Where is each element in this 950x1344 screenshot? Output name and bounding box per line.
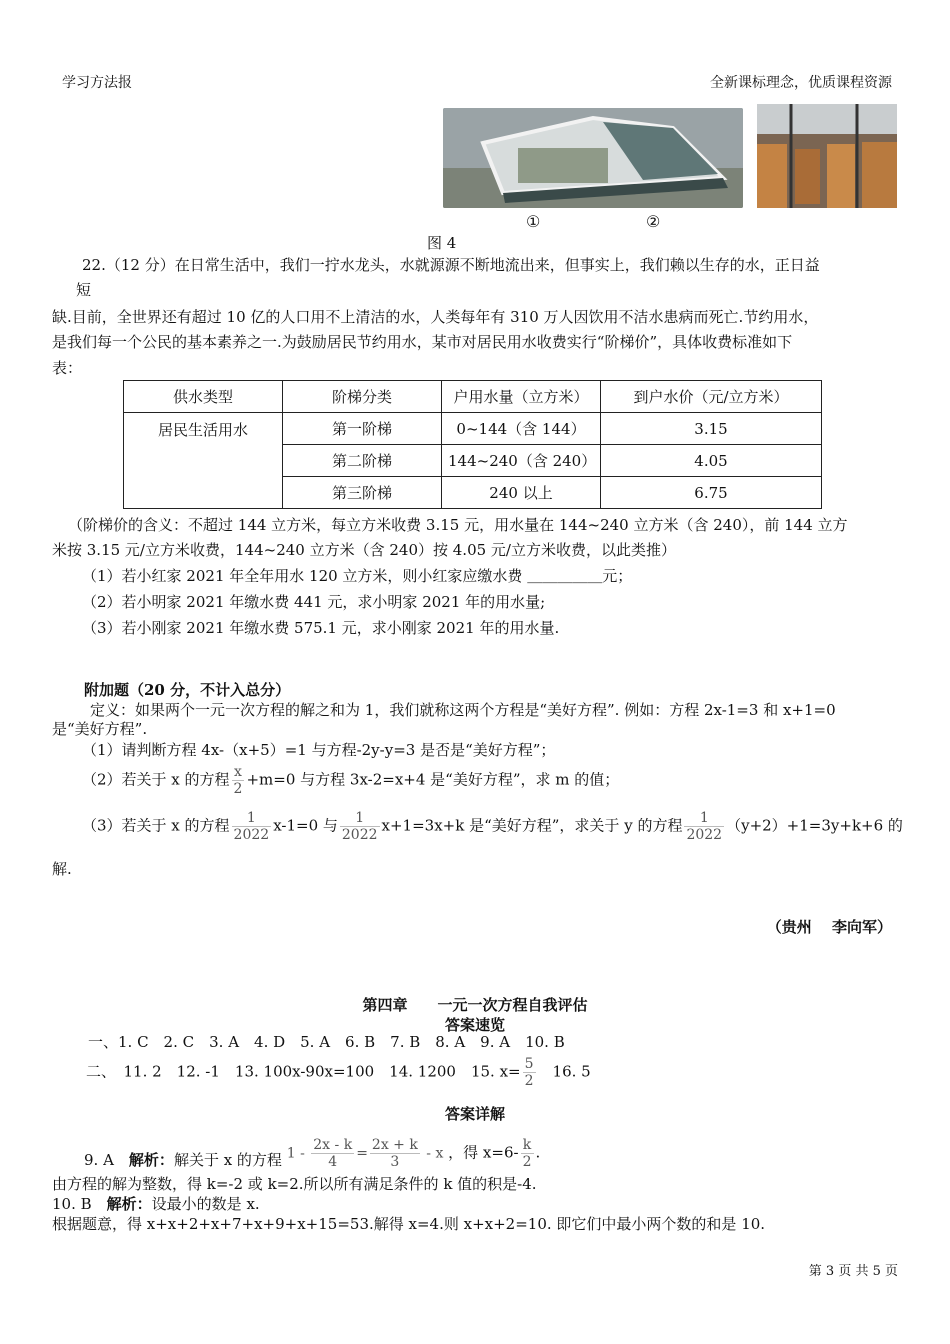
- page-footer: 第 3 页 共 5 页: [808, 1264, 898, 1279]
- table-cell: 4.05: [601, 445, 822, 477]
- author: （贵州 李向军）: [766, 918, 892, 936]
- bonus-q3-text: （3）若关于 x 的方程: [82, 816, 230, 835]
- answers-quick-title: 答案速览: [444, 1016, 505, 1034]
- bonus-q3-text2: x-1=0 与: [273, 816, 338, 835]
- stable-photo: [757, 104, 897, 208]
- bonus-title: 附加题（20 分，不计入总分）: [84, 681, 291, 699]
- bonus-q3-end: 解.: [52, 860, 72, 878]
- table-cell: 第二阶梯: [283, 445, 442, 477]
- frac-den: 3: [390, 1154, 400, 1170]
- eq-frac-2: [370, 1137, 420, 1170]
- answer-10-text: 设最小的数是 x.: [151, 1195, 260, 1213]
- bonus-q3-text3: x+1=3x+k 是“美好方程”，求关于 y 的方程: [381, 816, 683, 835]
- eq-left: 1 -: [286, 1145, 305, 1162]
- frac-den: 2: [233, 781, 243, 797]
- answer-9-label: 解析：: [128, 1151, 174, 1169]
- table-cell: 第一阶梯: [283, 413, 442, 445]
- figure-label-1: ①: [526, 212, 541, 231]
- frac-num: 5: [524, 1056, 534, 1072]
- fraction-1-over-2022: [340, 810, 380, 843]
- answer-9-head: 9. A: [84, 1151, 129, 1169]
- table-cell: 240 以上: [442, 477, 601, 509]
- table-cell: 第三阶梯: [283, 477, 442, 509]
- equation: [287, 1137, 444, 1170]
- table-cell-type: 居民生活用水: [124, 413, 283, 509]
- answer-10-head: 10. B: [52, 1195, 107, 1213]
- q22-note1: （阶梯价的含义：不超过 144 立方米，每立方米收费 3.15 元，用水量在 144~240 立方米（含 240），前 144 立方: [68, 516, 848, 534]
- frac-den: 2: [524, 1073, 534, 1089]
- bonus-q2-text: （2）若关于 x 的方程: [82, 770, 230, 789]
- frac-den: 2: [522, 1154, 532, 1170]
- fraction-1-over-2022: [684, 810, 724, 843]
- frac-den: 2022: [233, 827, 270, 843]
- bonus-q1: （1）请判断方程 4x-（x+5）=1 与方程-2y-y=3 是否是“美好方程”；: [82, 741, 556, 759]
- frac-den: 2022: [686, 827, 723, 843]
- answers-title: 第四章 一元一次方程自我评估: [362, 996, 588, 1014]
- frac-den: 4: [328, 1154, 338, 1170]
- frac-num: 2x + k: [371, 1137, 418, 1153]
- bonus-def1: 定义：如果两个一元一次方程的解之和为 1，我们就称这两个方程是“美好方程”. 例如：方程 2x-1=3 和 x+1=0: [90, 701, 836, 719]
- table-cell: 3.15: [601, 413, 822, 445]
- header-left: 学习方法报: [62, 75, 132, 91]
- frac-num: x: [232, 764, 245, 781]
- answer-9-tail: [448, 1137, 540, 1170]
- answer-10: [52, 1194, 260, 1214]
- q22-line1b: 短: [76, 281, 92, 299]
- table-header-cell: 到户水价（元/立方米）: [601, 381, 822, 413]
- q22-line2: 缺.目前，全世界还有超过 10 亿的人口用不上清洁的水，人类每年有 310 万人因饮用不洁水患病而死亡.节约用水，: [52, 308, 819, 326]
- header-right: 全新课标理念，优质课程资源: [710, 75, 892, 91]
- figure-label-2: ②: [646, 212, 661, 231]
- q22-sub2: （2）若小明家 2021 年缴水费 441 元，求小明家 2021 年的用水量;: [82, 593, 546, 611]
- bonus-def2: 是“美好方程”.: [52, 720, 148, 738]
- table-row: [124, 413, 822, 445]
- fraction-1-over-2022: [232, 810, 272, 843]
- answer-9: [84, 1124, 540, 1170]
- eq-mid: =: [356, 1145, 368, 1162]
- frac-num: 1: [684, 810, 724, 827]
- frac-num: 2x - k: [313, 1137, 353, 1153]
- q22-line4: 表：: [52, 359, 83, 377]
- table-header-row: [124, 381, 822, 413]
- stadium-photo: [443, 108, 743, 208]
- table-header-cell: 阶梯分类: [283, 381, 442, 413]
- answer-9-result: ，得 x=6-: [448, 1143, 519, 1162]
- bonus-q2: [82, 764, 619, 797]
- bonus-q2-text2: +m=0 与方程 3x-2=x+4 是“美好方程”，求 m 的值；: [246, 770, 620, 789]
- answers-part1: 一、1. C 2. C 3. A 4. D 5. A 6. B 7. B 8. A 9. A 10. B: [88, 1033, 565, 1051]
- answer-9-line2: 由方程的解为整数，得 k=-2 或 k=2.所以所有满足条件的 k 值的积是-4.: [52, 1175, 537, 1193]
- table-cell: 0~144（含 144）: [442, 413, 601, 445]
- frac-den: 2022: [341, 827, 378, 843]
- bonus-q3-text4: （y+2）+1=3y+k+6 的: [726, 816, 903, 835]
- frac-num: 1: [340, 810, 380, 827]
- water-price-table: [123, 380, 822, 509]
- fraction-5-over-2: [523, 1056, 536, 1089]
- table-header-cell: 户用水量（立方米）: [442, 381, 601, 413]
- fraction-x-over-2: [232, 764, 245, 797]
- figure-caption: 图 4: [427, 234, 457, 252]
- answers-detail-title: 答案详解: [444, 1105, 505, 1123]
- frac-num: k: [521, 1137, 534, 1154]
- eq-right: - x: [426, 1145, 444, 1162]
- q22-line1: 22.（12 分）在日常生活中，我们一拧水龙头，水就源源不断地流出来，但事实上，我们赖以生存的水，正日益: [82, 256, 820, 274]
- frac-num: 1: [232, 810, 272, 827]
- q22-line3: 是我们每一个公民的基本素养之一.为鼓励居民节约用水，某市对居民用水收费实行“阶梯价”，具体收费标准如下: [52, 333, 793, 351]
- q22-sub1: （1）若小红家 2021 年全年用水 120 立方米，则小红家应缴水费 ＿＿＿＿＿元；: [82, 567, 633, 585]
- q22-sub3: （3）若小刚家 2021 年缴水费 575.1 元，求小刚家 2021 年的用水量.: [82, 619, 560, 637]
- answers-part2-text: 二、 11. 2 12. -1 13. 100x-90x=100 14. 1200 15. x=: [86, 1062, 521, 1081]
- fraction-k-over-2: [521, 1137, 534, 1170]
- answers-part2: [86, 1056, 591, 1089]
- table-cell: 144~240（含 240）: [442, 445, 601, 477]
- bonus-q3: [82, 810, 903, 843]
- q22-note2: 米按 3.15 元/立方米收费，144~240 立方米（含 240）按 4.05 元/立方米收费，以此类推）: [52, 541, 676, 559]
- eq-frac-1: [311, 1137, 354, 1170]
- answer-9-text: 解关于 x 的方程: [173, 1151, 282, 1169]
- table-cell: 6.75: [601, 477, 822, 509]
- answer-9-lead: [84, 1124, 282, 1170]
- answer-10-label: 解析：: [106, 1195, 152, 1213]
- answer-9-end: .: [535, 1143, 541, 1162]
- answers-part2-text2: 16. 5: [537, 1062, 591, 1081]
- table-header-cell: 供水类型: [124, 381, 283, 413]
- answer-10-line2: 根据题意，得 x+x+2+x+7+x+9+x+15=53.解得 x=4.则 x+x+2=10. 即它们中最小两个数的和是 10.: [52, 1215, 766, 1233]
